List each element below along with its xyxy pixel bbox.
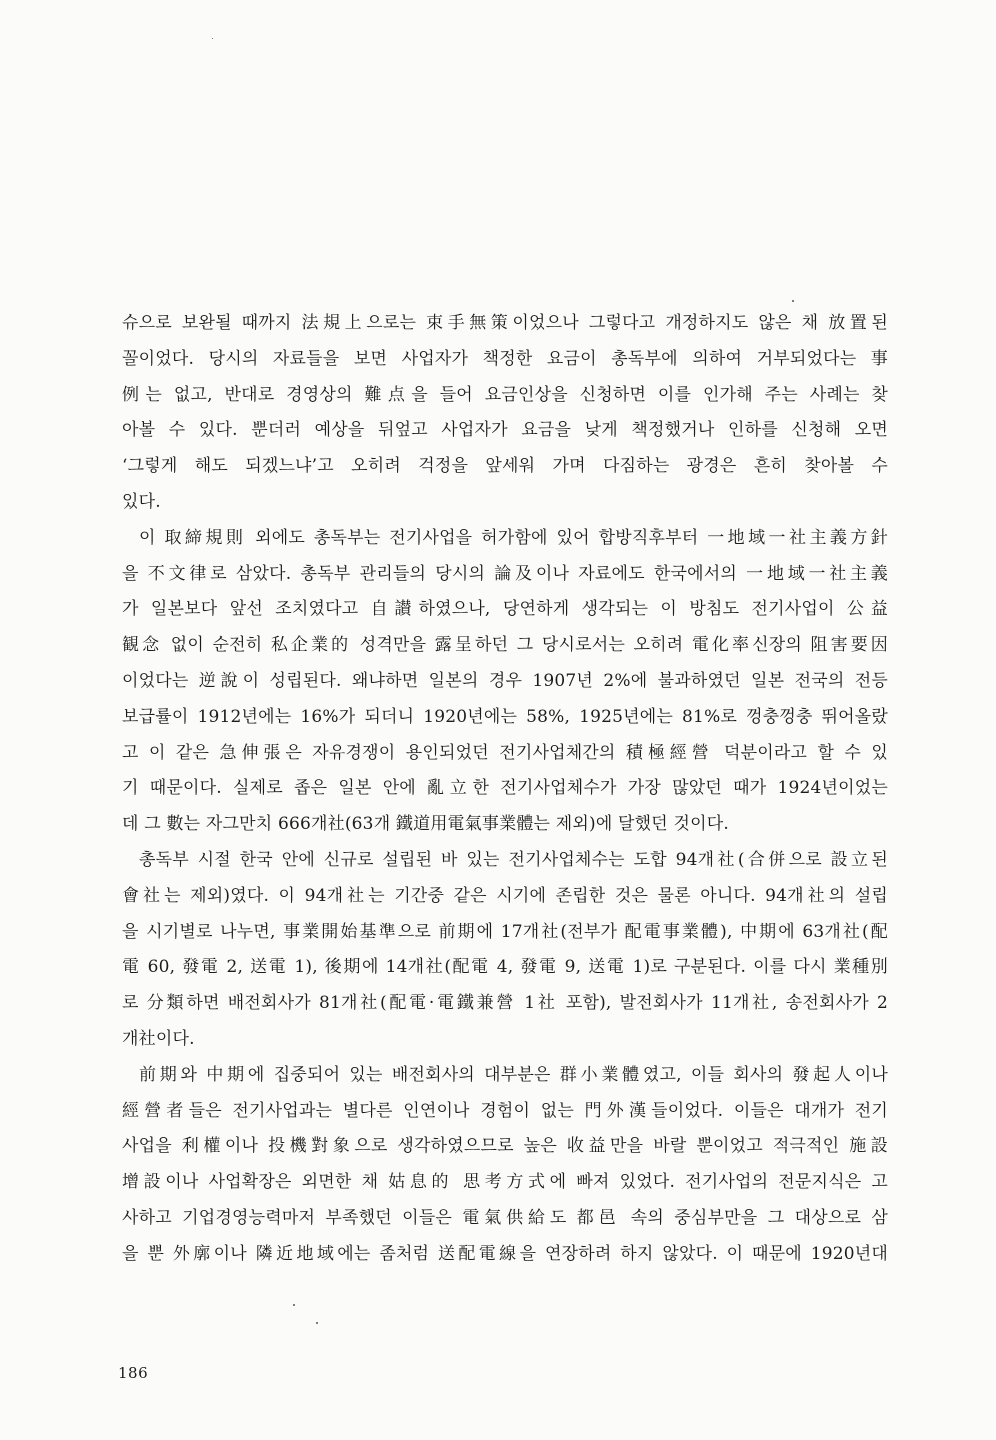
text-line: 보급률이 1912년에는 16%가 되더니 1920년에는 58%, 1925년에는 81%로 껑충껑충 뛰어올랐	[122, 706, 888, 727]
text-line: 前期와 中期에 집중되어 있는 배전회사의 대부분은 群小業體였고, 이들 회사의 發起人이나	[139, 1064, 888, 1085]
text-line: 을 뿐 外廓이나 隣近地域에는 좀처럼 送配電線을 연장하려 하지 않았다. 이 때문에 1920년대	[122, 1243, 888, 1264]
text-line: ‘그렇게 해도 되겠느냐’고 오히려 걱정을 앞세워 가며 다짐하는 광경은 흔히 찾아볼 수	[122, 456, 888, 477]
text-line: 데 그 數는 자그만치 666개社(63개 鐵道用電氣事業體는 제외)에 달했던 것이다.	[122, 814, 729, 835]
text-line: 이 取締規則 외에도 총독부는 전기사업을 허가함에 있어 합방직후부터 一地域一社主義方針	[139, 527, 888, 548]
text-line: 슈으로 보완될 때까지 法規上으로는 束手無策이었으나 그렇다고 개정하지도 않은 채 放置된	[122, 313, 888, 333]
text-line: 을 시기별로 나누면, 事業開始基準으로 前期에 17개社(전부가 配電事業體), 中期에 63개社(配	[122, 921, 888, 942]
text-line: 개社이다.	[122, 1028, 195, 1049]
text-line: 을 不文律로 삼았다. 총독부 관리들의 당시의 論及이나 자료에도 한국에서의 一地域一社主義	[122, 563, 888, 584]
text-line: 고 이 같은 急伸張은 자유경쟁이 용인되었던 전기사업체간의 積極經營 덕분이라고 할 수 있	[122, 742, 888, 763]
paragraph-1	[122, 306, 888, 521]
text-line: 사업을 利權이나 投機對象으로 생각하였으므로 높은 收益만을 바랄 뿐이었고 적극적인 施設	[122, 1136, 888, 1157]
text-line: 꼴이었다. 당시의 자료들을 보면 사업자가 책정한 요금이 총독부에 의하여 거부되었다는 事	[122, 348, 888, 369]
text-line: 아볼 수 있다. 뿐더러 예상을 뒤엎고 사업자가 요금을 낮게 책정했거나 인하를 신청해 오면	[122, 420, 888, 441]
body-text	[122, 306, 888, 1273]
text-line: 観念 없이 순전히 私企業的 성격만을 露呈하던 그 당시로서는 오히려 電化率신장의 阻害要因	[122, 635, 888, 656]
scan-speck	[212, 38, 213, 39]
text-line: 電 60, 發電 2, 送電 1), 後期에 14개社(配電 4, 發電 9, 送電 1)로 구분된다. 이를 다시 業種別	[122, 957, 888, 978]
text-line: 經營者들은 전기사업과는 별다른 인연이나 경험이 없는 門外漢들이었다. 이들은 대개가 전기	[122, 1100, 888, 1121]
text-line: 사하고 기업경영능력마저 부족했던 이들은 電氣供給도 都邑 속의 중심부만을 그 대상으로 삼	[122, 1207, 888, 1228]
text-line: 會社는 제외)였다. 이 94개社는 기간중 같은 시기에 존립한 것은 물론 아니다. 94개社의 설립	[122, 885, 888, 906]
text-line: 로 分類하면 배전회사가 81개社(配電·電鐵兼營 1社 포함), 발전회사가 11개社, 송전회사가 2	[122, 993, 888, 1014]
paragraph-2	[122, 521, 888, 843]
text-line: 例는 없고, 반대로 경영상의 難点을 들어 요금인상을 신청하면 이를 인가해 주는 사례는 찾	[122, 384, 888, 405]
scan-speck	[792, 300, 794, 302]
text-line: 이었다는 逆說이 성립된다. 왜냐하면 일본의 경우 1907년 2%에 불과하였던 일본 전국의 전등	[122, 670, 888, 691]
paragraph-4	[122, 1058, 888, 1273]
text-line: 기 때문이다. 실제로 좁은 일본 안에 亂立한 전기사업체수가 가장 많았던 때가 1924년이었는	[122, 778, 888, 799]
text-line: 있다.	[122, 491, 161, 512]
paragraph-3	[122, 843, 888, 1058]
scan-speck	[316, 1322, 318, 1324]
scan-speck	[293, 1304, 295, 1306]
text-line: 增設이나 사업확장은 외면한 채 姑息的 思考方式에 빠져 있었다. 전기사업의 전문지식은 고	[122, 1172, 888, 1193]
text-line: 총독부 시절 한국 안에 신규로 설립된 바 있는 전기사업체수는 도합 94개社(合併으로 設立된	[139, 849, 888, 870]
page-number: 186	[118, 1364, 149, 1382]
text-line: 가 일본보다 앞선 조치였다고 自讃하였으나, 당연하게 생각되는 이 방침도 전기사업이 公益	[122, 599, 888, 620]
